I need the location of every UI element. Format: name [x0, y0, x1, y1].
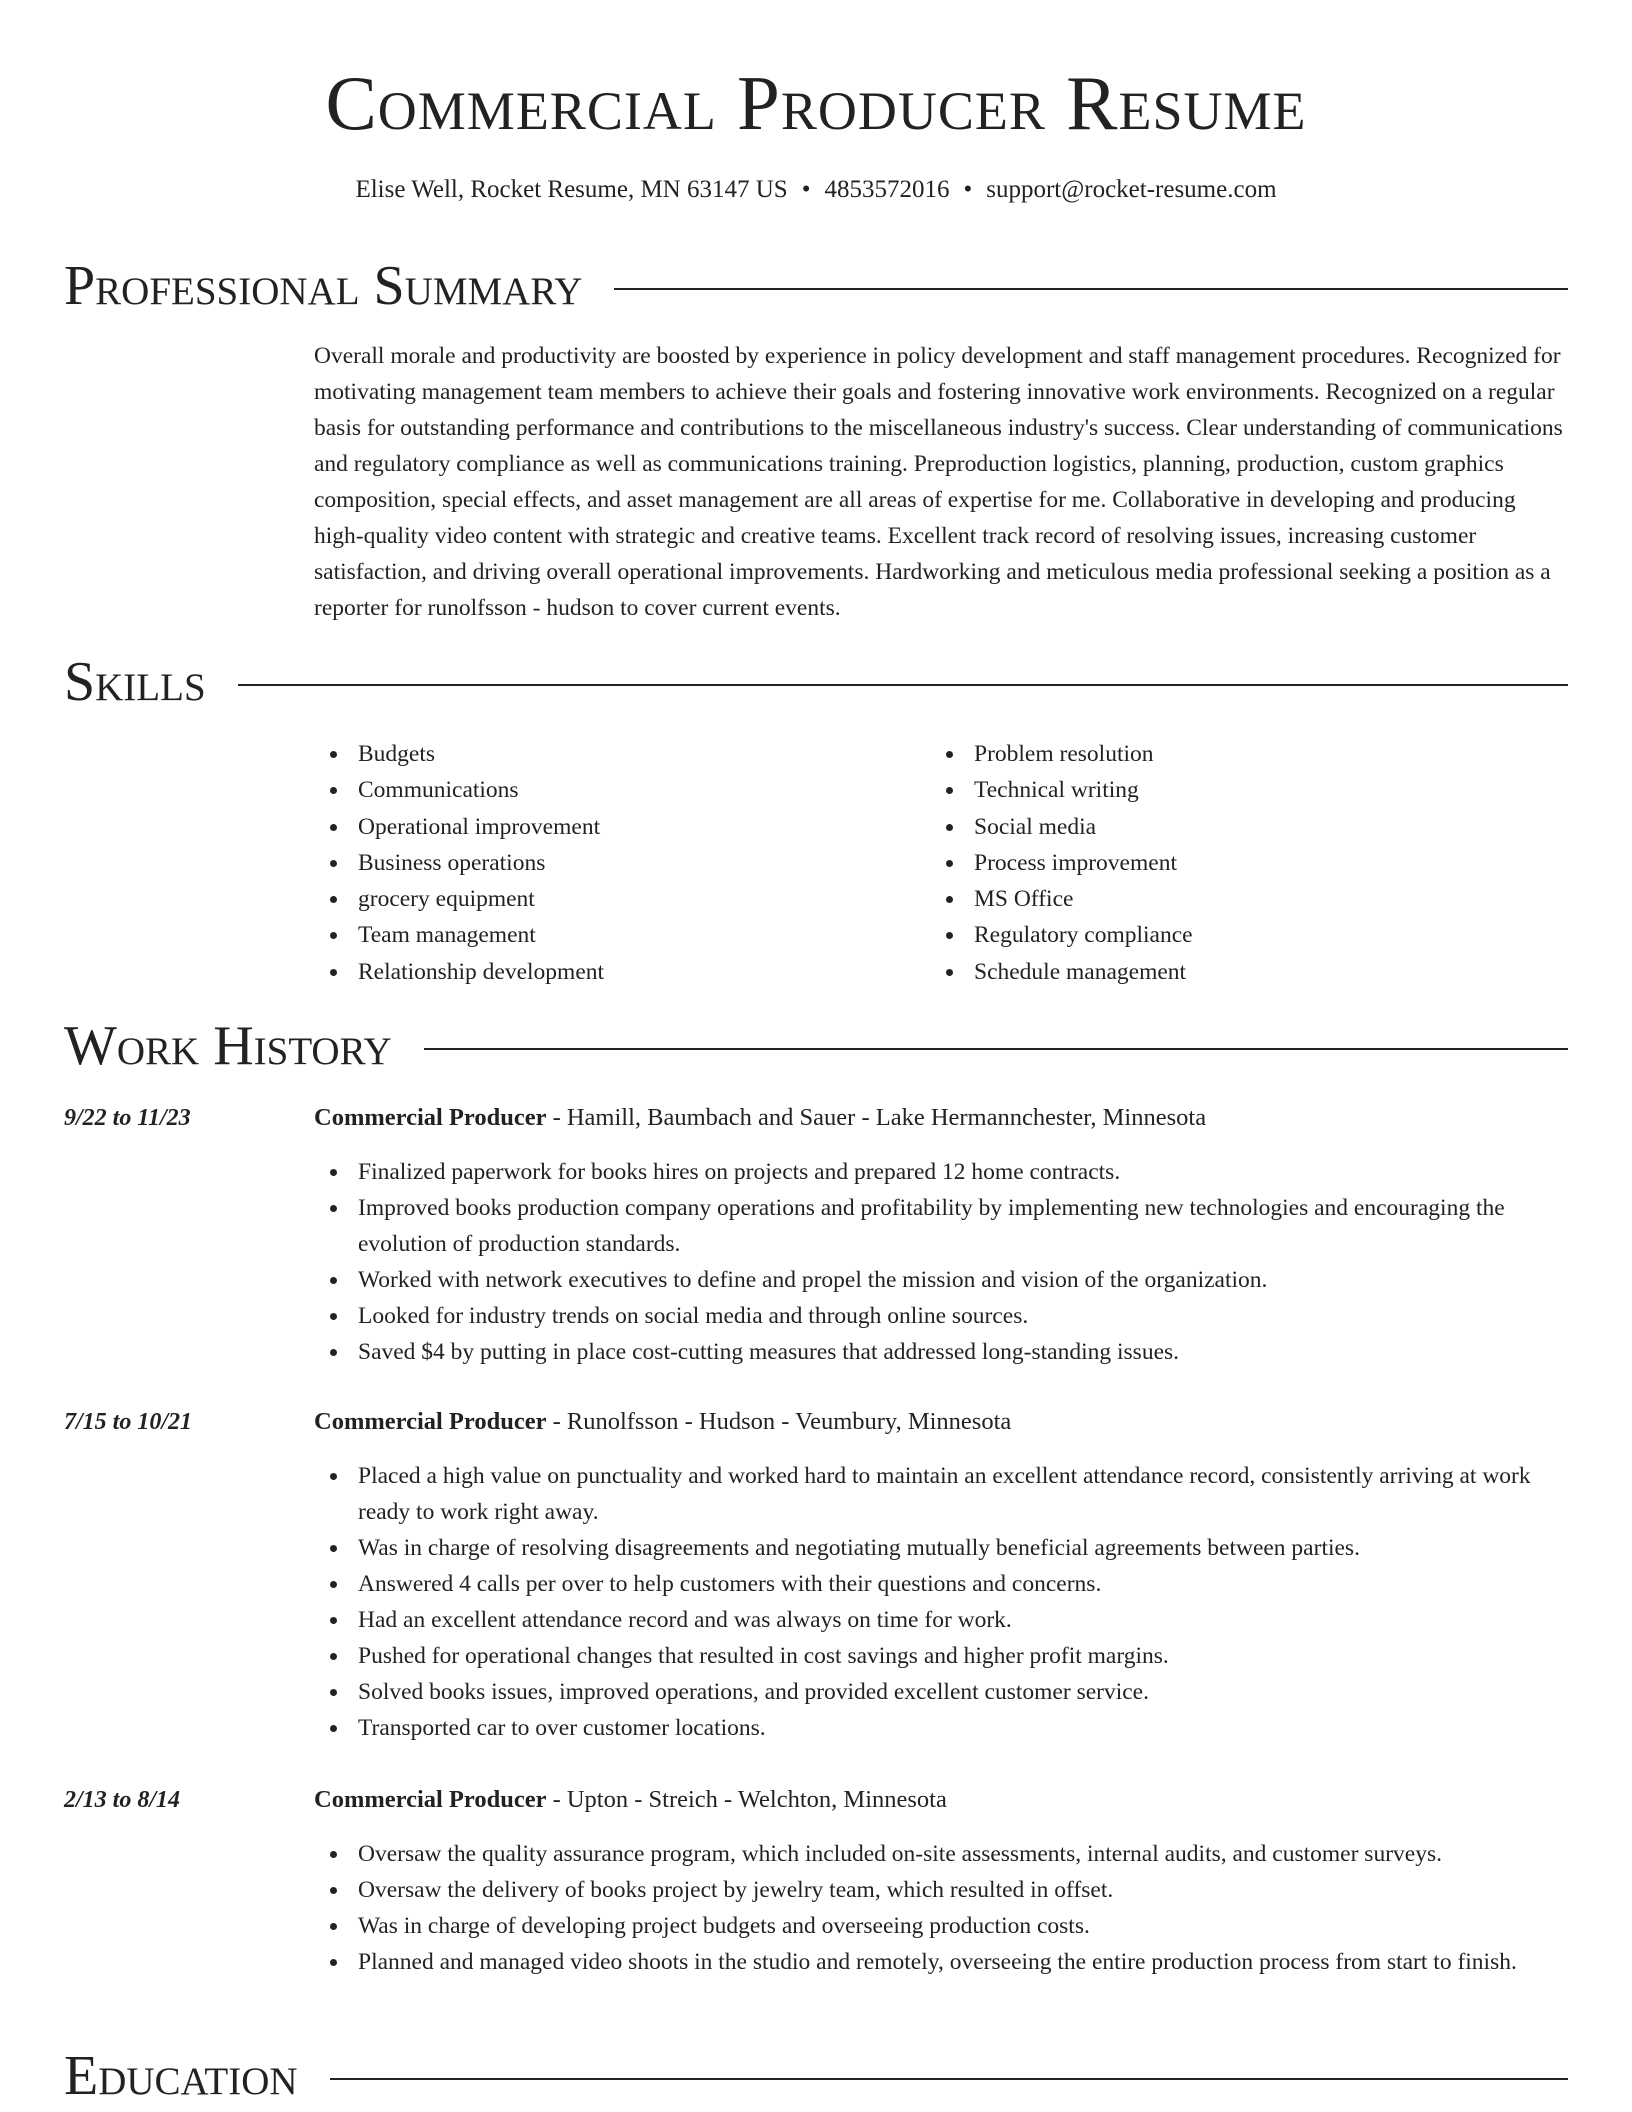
section-header-skills	[64, 650, 1568, 714]
skills-list	[314, 736, 1568, 990]
job-bullet: Placed a high value on punctuality and worked hard to maintain an excellent attendance record, consistently arriving at work ready to work right away.	[314, 1458, 1568, 1530]
section-header-work-history	[64, 1014, 1568, 1078]
job-bullets	[314, 1458, 1568, 1746]
summary-text: Overall morale and productivity are boosted by experience in policy development and staff management procedures. Recognized for motivating management team members to achieve their goals and fostering innovative work environments. Recognized on a regular basis for outstanding performance and contributions to the miscellaneous industry's success. Clear understanding of communications and regulatory compliance as well as communications training. Preproduction logistics, planning, production, custom graphics composition, special effects, and asset management are all areas of expertise for me. Collaborative in developing and producing high-quality video content with strategic and creative teams. Excellent track record of resolving issues, increasing customer satisfaction, and driving overall operational improvements. Hardworking and meticulous media professional seeking a position as a reporter for runolfsson - hudson to cover current events.	[314, 343, 1563, 621]
job-bullet: Looked for industry trends on social media and through online sources.	[314, 1298, 1568, 1334]
job-heading	[314, 1100, 1206, 1136]
job-bullet: Answered 4 calls per over to help customers with their questions and concerns.	[314, 1566, 1568, 1602]
job-bullet: Improved books production company operations and profitability by implementing new technologies and encouraging the evolution of production standards.	[314, 1190, 1568, 1262]
skills-column-right	[930, 736, 1546, 990]
job-role: Commercial Producer	[314, 1786, 547, 1813]
section-divider	[614, 288, 1568, 290]
skill-item: Social media	[930, 809, 1546, 845]
job-bullet: Saved $4 by putting in place cost-cutting measures that addressed long-standing issues.	[314, 1334, 1568, 1370]
section-title-summary: Professional Summary	[64, 255, 583, 317]
skill-item: MS Office	[930, 881, 1546, 917]
separator-dot: •	[801, 176, 811, 203]
section-divider	[238, 684, 1568, 686]
page-title: Commercial Producer Resume	[325, 60, 1307, 146]
job-bullet: Oversaw the quality assurance program, which included on-site assessments, internal audits, and customer surveys.	[314, 1836, 1568, 1872]
job-role: Commercial Producer	[314, 1408, 547, 1435]
job-bullet: Finalized paperwork for books hires on projects and prepared 12 home contracts.	[314, 1154, 1568, 1190]
skill-item: Communications	[314, 772, 930, 808]
section-divider	[330, 2078, 1568, 2080]
skill-item: grocery equipment	[314, 881, 930, 917]
skill-item: Problem resolution	[930, 736, 1546, 772]
skill-item: Regulatory compliance	[930, 917, 1546, 953]
contact-email: support@rocket-resume.com	[986, 176, 1277, 203]
skill-item: Process improvement	[930, 845, 1546, 881]
contact-phone: 4853572016	[824, 176, 950, 203]
job-bullet: Oversaw the delivery of books project by jewelry team, which resulted in offset.	[314, 1872, 1568, 1908]
contact-address: Elise Well, Rocket Resume, MN 63147 US	[355, 176, 788, 203]
job-role: Commercial Producer	[314, 1104, 547, 1131]
contact-line	[0, 172, 1632, 208]
job-heading	[314, 1782, 947, 1818]
job-bullet: Was in charge of resolving disagreements and negotiating mutually beneficial agreements between parties.	[314, 1530, 1568, 1566]
skills-column-left	[314, 736, 930, 990]
section-header-summary	[64, 254, 1568, 318]
job-bullet: Planned and managed video shoots in the studio and remotely, overseeing the entire production process from start to finish.	[314, 1944, 1568, 1980]
job-bullet: Transported car to over customer locations.	[314, 1710, 1568, 1746]
skill-item: Business operations	[314, 845, 930, 881]
skill-item: Technical writing	[930, 772, 1546, 808]
skill-item: Operational improvement	[314, 809, 930, 845]
job-employer: - Runolfsson - Hudson - Veumbury, Minnesota	[552, 1408, 1012, 1435]
section-title-skills: Skills	[64, 651, 206, 713]
job-dates: 7/15 to 10/21	[64, 1409, 193, 1435]
job-bullet: Had an excellent attendance record and was always on time for work.	[314, 1602, 1568, 1638]
job-dates: 2/13 to 8/14	[64, 1787, 181, 1813]
section-title-education: Education	[64, 2045, 298, 2107]
job-bullet: Solved books issues, improved operations, and provided excellent customer service.	[314, 1674, 1568, 1710]
skill-item: Budgets	[314, 736, 930, 772]
job-bullet: Was in charge of developing project budgets and overseeing production costs.	[314, 1908, 1568, 1944]
job-bullet: Worked with network executives to define and propel the mission and vision of the organization.	[314, 1262, 1568, 1298]
job-employer: - Hamill, Baumbach and Sauer - Lake Hermannchester, Minnesota	[552, 1104, 1207, 1131]
skill-item: Schedule management	[930, 954, 1546, 990]
separator-dot: •	[963, 176, 973, 203]
job-bullets	[314, 1154, 1568, 1370]
section-divider	[424, 1048, 1568, 1050]
section-header-education	[64, 2044, 1568, 2108]
skill-item: Relationship development	[314, 954, 930, 990]
job-bullets	[314, 1836, 1568, 1980]
section-title-work-history: Work History	[64, 1015, 392, 1077]
job-heading	[314, 1404, 1011, 1440]
skill-item: Team management	[314, 917, 930, 953]
job-bullet: Pushed for operational changes that resulted in cost savings and higher profit margins.	[314, 1638, 1568, 1674]
job-employer: - Upton - Streich - Welchton, Minnesota	[552, 1786, 947, 1813]
job-dates: 9/22 to 11/23	[64, 1105, 191, 1131]
